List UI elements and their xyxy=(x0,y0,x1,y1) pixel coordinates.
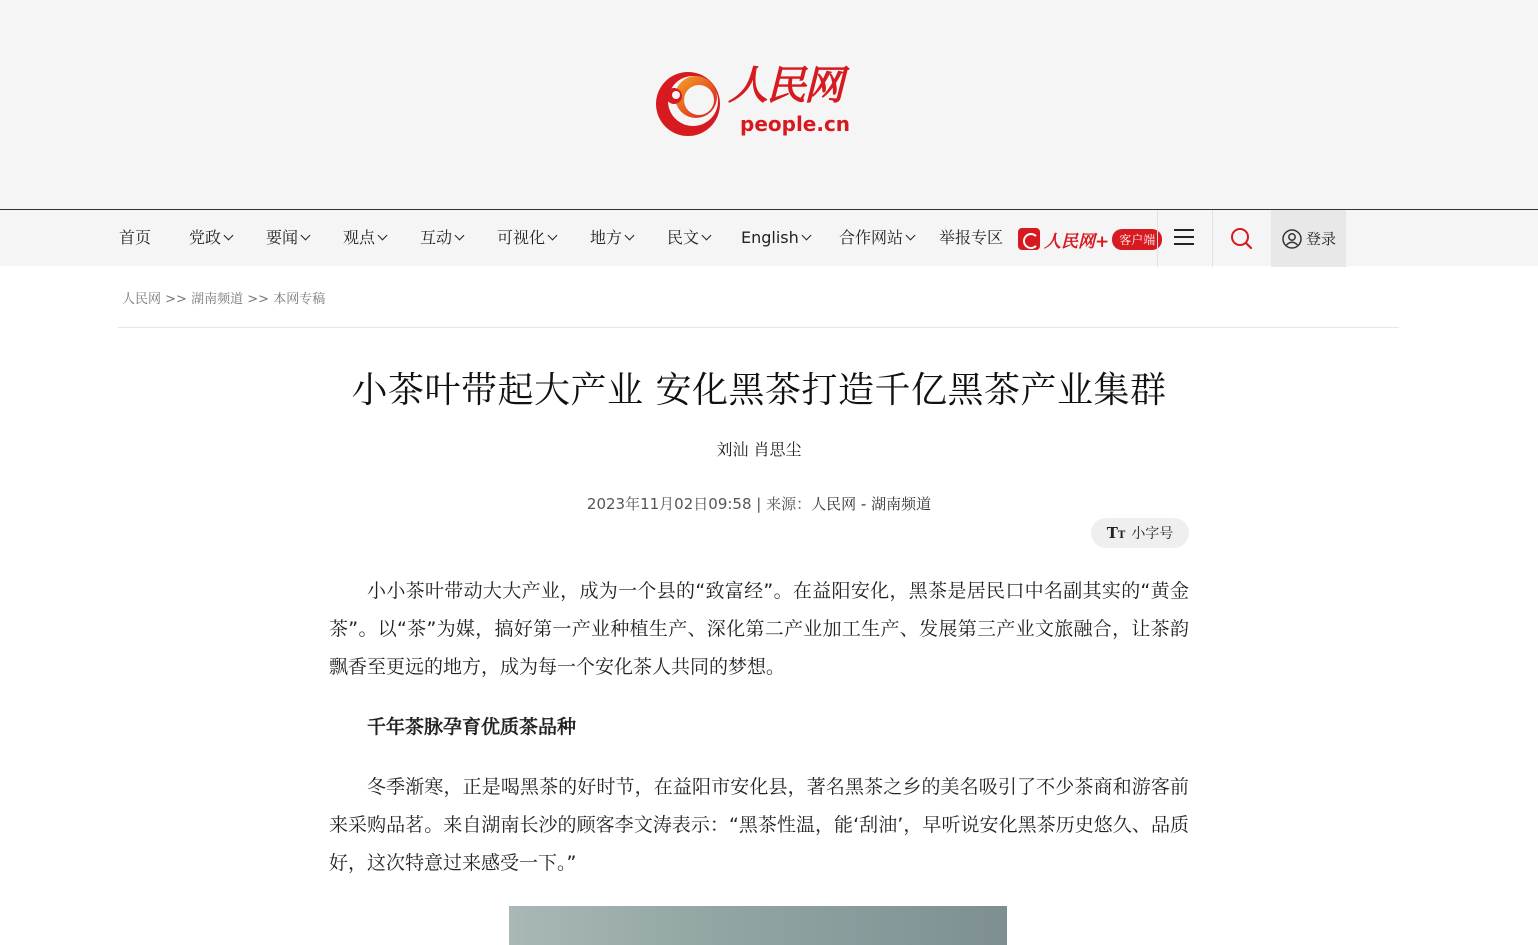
breadcrumb-separator: >> xyxy=(165,292,187,307)
nav-item-ethnic[interactable] xyxy=(667,210,710,267)
source-link[interactable]: 人民网 - 湖南频道 xyxy=(811,495,932,513)
app-logo-icon xyxy=(1018,228,1040,250)
nav-label: 地方 xyxy=(590,228,623,247)
nav-item-opinion[interactable] xyxy=(343,210,386,267)
nav-label: English xyxy=(741,228,799,247)
chevron-down-icon xyxy=(224,231,234,241)
breadcrumb-separator: >> xyxy=(247,292,270,307)
article-paragraph: 冬季渐寒，正是喝黑茶的好时节，在益阳市安化县，著名黑茶之乡的美名吸引了不少茶商和游客前来采购品茗。来自湖南长沙的顾客李文涛表示：“黑茶性温，能‘刮油’，早听说安化黑茶历史悠久、品质好，这次特意过来感受一下。” xyxy=(329,776,1189,874)
nav-label: 合作网站 xyxy=(839,228,904,247)
breadcrumb-item-home[interactable]: 人民网 xyxy=(122,292,162,307)
article-paragraph: 小小茶叶带动大大产业，成为一个县的“致富经”。在益阳安化，黑茶是居民口中名副其实的“黄金茶”。以“茶”为媒，搞好第一产业种植生产、深化第二产业加工生产、发展第三产业文旅融合，让茶韵飘香至更远的地方，成为每一个安化茶人共同的梦想。 xyxy=(329,580,1189,678)
article-meta: 2023年11月02日09:58 | 来源：人民网 - 湖南频道 xyxy=(586,495,932,513)
nav-label: 民文 xyxy=(667,228,700,247)
nav-label: 举报专区 xyxy=(939,228,1004,247)
nav-item-report[interactable] xyxy=(939,210,1003,267)
chevron-down-icon xyxy=(625,231,635,241)
chevron-down-icon xyxy=(906,231,916,241)
nav-item-visual[interactable] xyxy=(497,210,556,267)
chevron-down-icon xyxy=(548,231,558,241)
masthead xyxy=(0,0,1538,209)
article-body xyxy=(329,572,1189,882)
app-name: 人民网+ xyxy=(1044,231,1110,252)
login-label: 登录 xyxy=(1305,230,1336,248)
logo-cn-text: 人民网 xyxy=(728,62,842,109)
nav-label: 可视化 xyxy=(497,228,546,247)
search-icon xyxy=(1213,210,1270,267)
nav-label: 观点 xyxy=(343,228,376,247)
user-icon xyxy=(1281,228,1303,250)
chevron-down-icon xyxy=(301,231,311,241)
main-navbar xyxy=(0,209,1538,266)
menu-button[interactable] xyxy=(1158,210,1212,267)
chevron-down-icon xyxy=(455,231,465,241)
breadcrumb-item-section[interactable]: 本网专稿 xyxy=(273,292,326,307)
publish-date: 2023年11月02日09:58 xyxy=(586,495,752,513)
article-title: 小茶叶带起大产业 安化黑茶打造千亿黑茶产业集群 xyxy=(351,370,1167,411)
logo-swirl-icon xyxy=(652,62,728,148)
nav-item-party[interactable] xyxy=(189,210,232,267)
nav-item-english[interactable] xyxy=(741,210,810,267)
nav-item-home[interactable] xyxy=(119,210,151,267)
nav-label: 首页 xyxy=(119,228,152,247)
article-photo xyxy=(509,906,1007,945)
chevron-down-icon xyxy=(378,231,388,241)
article-subheading: 千年茶脉孕育优质茶品种 xyxy=(367,716,577,738)
header-divider xyxy=(118,327,1399,328)
nav-item-partners[interactable] xyxy=(839,210,914,267)
breadcrumb xyxy=(122,288,325,307)
source-label: 来源： xyxy=(766,495,812,513)
nav-item-news[interactable] xyxy=(266,210,309,267)
nav-label: 党政 xyxy=(189,228,222,247)
logo-en-text: people.cn xyxy=(740,112,851,136)
chevron-down-icon xyxy=(702,231,712,241)
chevron-down-icon xyxy=(801,231,811,241)
nav-label: 要闻 xyxy=(266,228,299,247)
login-button[interactable] xyxy=(1271,210,1346,267)
breadcrumb-item-channel[interactable]: 湖南频道 xyxy=(191,292,244,307)
font-size-toggle[interactable] xyxy=(1091,518,1189,548)
app-download-link[interactable] xyxy=(1018,227,1162,251)
app-pill: 客户端 xyxy=(1112,229,1162,250)
search-button[interactable] xyxy=(1213,210,1270,267)
hamburger-icon xyxy=(1174,229,1194,231)
font-toggle-label: 小字号 xyxy=(1131,526,1174,542)
text-size-icon: TT xyxy=(1106,524,1126,542)
nav-item-local[interactable] xyxy=(590,210,633,267)
nav-item-interact[interactable] xyxy=(420,210,463,267)
article-authors: 刘汕 肖思尘 xyxy=(716,440,802,459)
nav-label: 互动 xyxy=(420,228,453,247)
site-logo[interactable] xyxy=(652,62,868,148)
